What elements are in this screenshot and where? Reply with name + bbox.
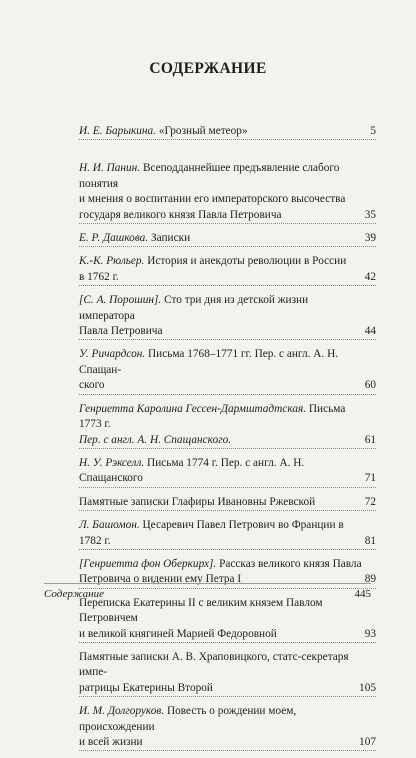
toc-title-line: Письма 1774 г. Пер. с англ. А. Н. Спащанского [79,456,305,485]
toc-title-line: Памятные записки Глафиры Ивановны Ржевской [79,495,316,508]
toc-author: Н. У. Рэкселл. [79,456,145,469]
toc-title-line: и мнения о воспитании его императорского высочества [79,193,346,206]
toc-title-line: ратрицы Екатерины Второй [79,681,213,694]
toc-page-number: 61 [364,433,376,446]
toc-title-line: и великой княгиней Марией Федоровной [79,627,277,640]
toc-title-line: Записки [150,232,191,245]
toc-author: Н. И. Панин. [79,162,141,175]
toc-page-number: 93 [364,627,376,640]
toc-title-line: Письма 1773 г. [79,402,346,431]
toc-entry [79,231,376,247]
toc-entry [79,402,376,449]
toc-page-number: 71 [364,472,376,485]
toc-author: И. Е. Барыкина. [79,125,156,137]
toc-page-number: 81 [364,534,376,547]
toc-entry [79,704,376,751]
toc-title-line: История и анекдоты революции в России [147,255,347,268]
page-title: СОДЕРЖАНИЕ [149,60,267,77]
toc-author: Генриетта Каролина Гессен-Дармштадтская. [79,402,307,415]
toc-title-line: Переписка Екатерины II с великим князем Павлом Петровичем [79,596,323,625]
toc-entry [79,254,376,286]
toc-page-number: 39 [364,232,376,245]
toc-entry [79,456,376,488]
toc-entry [79,596,376,643]
toc-title-line: и всей жизни [79,736,143,748]
toc-author: [Генриетта фон Оберкирх]. [79,557,217,570]
toc-title-line: Пер. с англ. А. Н. Спащанского. [79,433,232,446]
toc-title-line: Повесть о рождении моем, происхождении [79,705,297,733]
toc-author: Е. Р. Дашкова. [79,232,149,245]
toc-page-number: 5 [370,125,376,137]
toc-entry [79,650,376,697]
toc-page-number: 60 [364,379,376,392]
toc-title-line: Павла Петровича [79,325,163,338]
toc-page-number: 35 [364,208,376,221]
running-footer: Содержание [44,588,105,600]
toc-entry [79,495,376,511]
toc-entry [79,161,376,224]
footer-rule [44,583,371,584]
table-of-contents [79,124,376,758]
toc-title-line: Сто три дня из детской жизни императора [79,294,309,322]
toc-author: Л. Башомон. [79,519,140,532]
toc-page-number: 72 [364,495,376,508]
toc-page-number: 107 [359,736,376,748]
toc-entry [79,293,376,340]
toc-page-number: 42 [364,270,376,283]
toc-title-line: Всеподданнейшее предъявление слабого понятия [79,162,340,190]
toc-title-line: «Грозный метеор» [158,125,248,137]
toc-title-line: Рассказ великого князя Павла [219,557,362,570]
toc-author: [С. А. Порошин]. [79,294,162,307]
toc-page-number: 89 [364,573,376,586]
toc-author: И. М. Долгоруков. [79,705,165,718]
toc-title-line: Памятные записки А. В. Храповицкого, статс-секретаря импе- [79,650,349,679]
toc-entry [79,124,376,140]
toc-page-number: 44 [364,325,376,338]
footer-page-number: 445 [354,588,371,600]
toc-title-line: в 1762 г. [79,270,119,283]
toc-entry [79,347,376,394]
toc-entry [79,518,376,550]
toc-author: К.-К. Рюльер. [79,255,145,268]
toc-title-line: государя великого князя Павла Петровича [79,208,282,221]
toc-title-line: Петровича о видении ему Петра I [79,573,242,586]
toc-title-line: Письма 1768–1771 гг. Пер. с англ. А. Н. Спащан- [79,348,339,376]
toc-author: У. Ричардсон. [79,348,146,361]
toc-title-line: Цесаревич Павел Петрович во Франции в 1782 г. [79,519,344,547]
toc-page-number: 105 [359,681,376,694]
toc-title-line: ского [79,379,105,392]
